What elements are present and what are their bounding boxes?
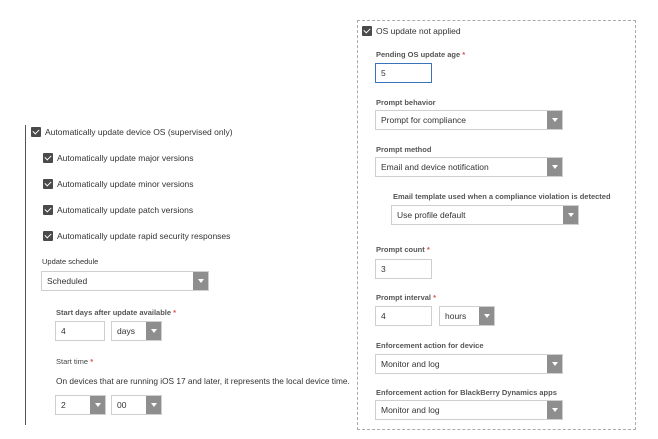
start-time-note: On devices that are running iOS 17 and later, it represents the local device time. [56, 376, 350, 386]
email-template-value: Use profile default [397, 210, 466, 220]
chevron-down-icon [547, 111, 562, 129]
patch-versions-checkbox[interactable] [43, 205, 53, 215]
chevron-down-icon [90, 396, 105, 414]
chevron-down-icon [547, 355, 562, 373]
required-mark: * [90, 357, 94, 366]
rapid-security-label: Automatically update rapid security responses [57, 231, 231, 241]
prompt-count-label: Prompt count * [376, 245, 430, 254]
major-versions-label: Automatically update major versions [57, 153, 194, 163]
chevron-down-icon [479, 307, 494, 325]
start-days-label: Start days after update available * [56, 308, 177, 317]
update-schedule-label: Update schedule [42, 257, 99, 266]
email-template-label: Email template used when a compliance violation is detected [393, 192, 611, 201]
prompt-method-select[interactable] [375, 157, 563, 177]
chevron-down-icon [146, 396, 161, 414]
prompt-method-label: Prompt method [376, 145, 432, 154]
required-mark: * [433, 293, 437, 302]
pending-age-label: Pending OS update age * [376, 50, 466, 59]
prompt-interval-unit-select[interactable] [439, 306, 495, 326]
chevron-down-icon [193, 272, 208, 290]
enforce-device-select[interactable] [375, 354, 563, 374]
update-schedule-value: Scheduled [47, 276, 88, 286]
prompt-interval-input[interactable]: 4 [375, 306, 432, 326]
prompt-count-input[interactable]: 3 [375, 259, 432, 279]
prompt-interval-label: Prompt interval * [376, 293, 437, 302]
os-update-checkbox[interactable] [362, 26, 372, 36]
enforce-apps-value: Monitor and log [381, 405, 440, 415]
minor-versions-label: Automatically update minor versions [57, 179, 194, 189]
auto-update-label: Automatically update device OS (supervised only) [45, 127, 233, 137]
chevron-down-icon [563, 206, 578, 224]
major-versions-checkbox[interactable] [43, 153, 53, 163]
patch-versions-label: Automatically update patch versions [57, 205, 194, 215]
chevron-down-icon [146, 322, 161, 340]
prompt-behavior-label: Prompt behavior [376, 98, 436, 107]
minor-versions-checkbox[interactable] [43, 179, 53, 189]
prompt-behavior-value: Prompt for compliance [381, 115, 467, 125]
chevron-down-icon [547, 158, 562, 176]
update-schedule-select[interactable] [41, 271, 209, 291]
start-days-input[interactable]: 4 [55, 321, 105, 341]
prompt-behavior-select[interactable] [375, 110, 563, 130]
prompt-interval-unit-value: hours [445, 311, 467, 321]
minute-select[interactable] [111, 395, 162, 415]
start-days-unit-select[interactable] [111, 321, 162, 341]
required-mark: * [173, 308, 177, 317]
left-section-border [25, 125, 26, 425]
rapid-security-checkbox[interactable] [43, 231, 53, 241]
pending-age-input[interactable]: 5 [375, 63, 432, 83]
hour-value: 2 [61, 400, 66, 410]
minute-value: 00 [117, 400, 127, 410]
enforce-apps-label: Enforcement action for BlackBerry Dynamics apps [376, 388, 557, 397]
auto-update-checkbox[interactable] [31, 127, 41, 137]
required-mark: * [426, 245, 430, 254]
hour-select[interactable] [55, 395, 106, 415]
prompt-method-value: Email and device notification [381, 162, 489, 172]
required-mark: * [462, 50, 466, 59]
email-template-select[interactable] [391, 205, 579, 225]
enforce-device-label: Enforcement action for device [376, 341, 484, 350]
start-days-unit-value: days [117, 326, 135, 336]
enforce-device-value: Monitor and log [381, 359, 440, 369]
chevron-down-icon [547, 401, 562, 419]
start-time-label: Start time * [56, 357, 94, 366]
os-update-label: OS update not applied [376, 26, 461, 36]
enforce-apps-select[interactable] [375, 400, 563, 420]
